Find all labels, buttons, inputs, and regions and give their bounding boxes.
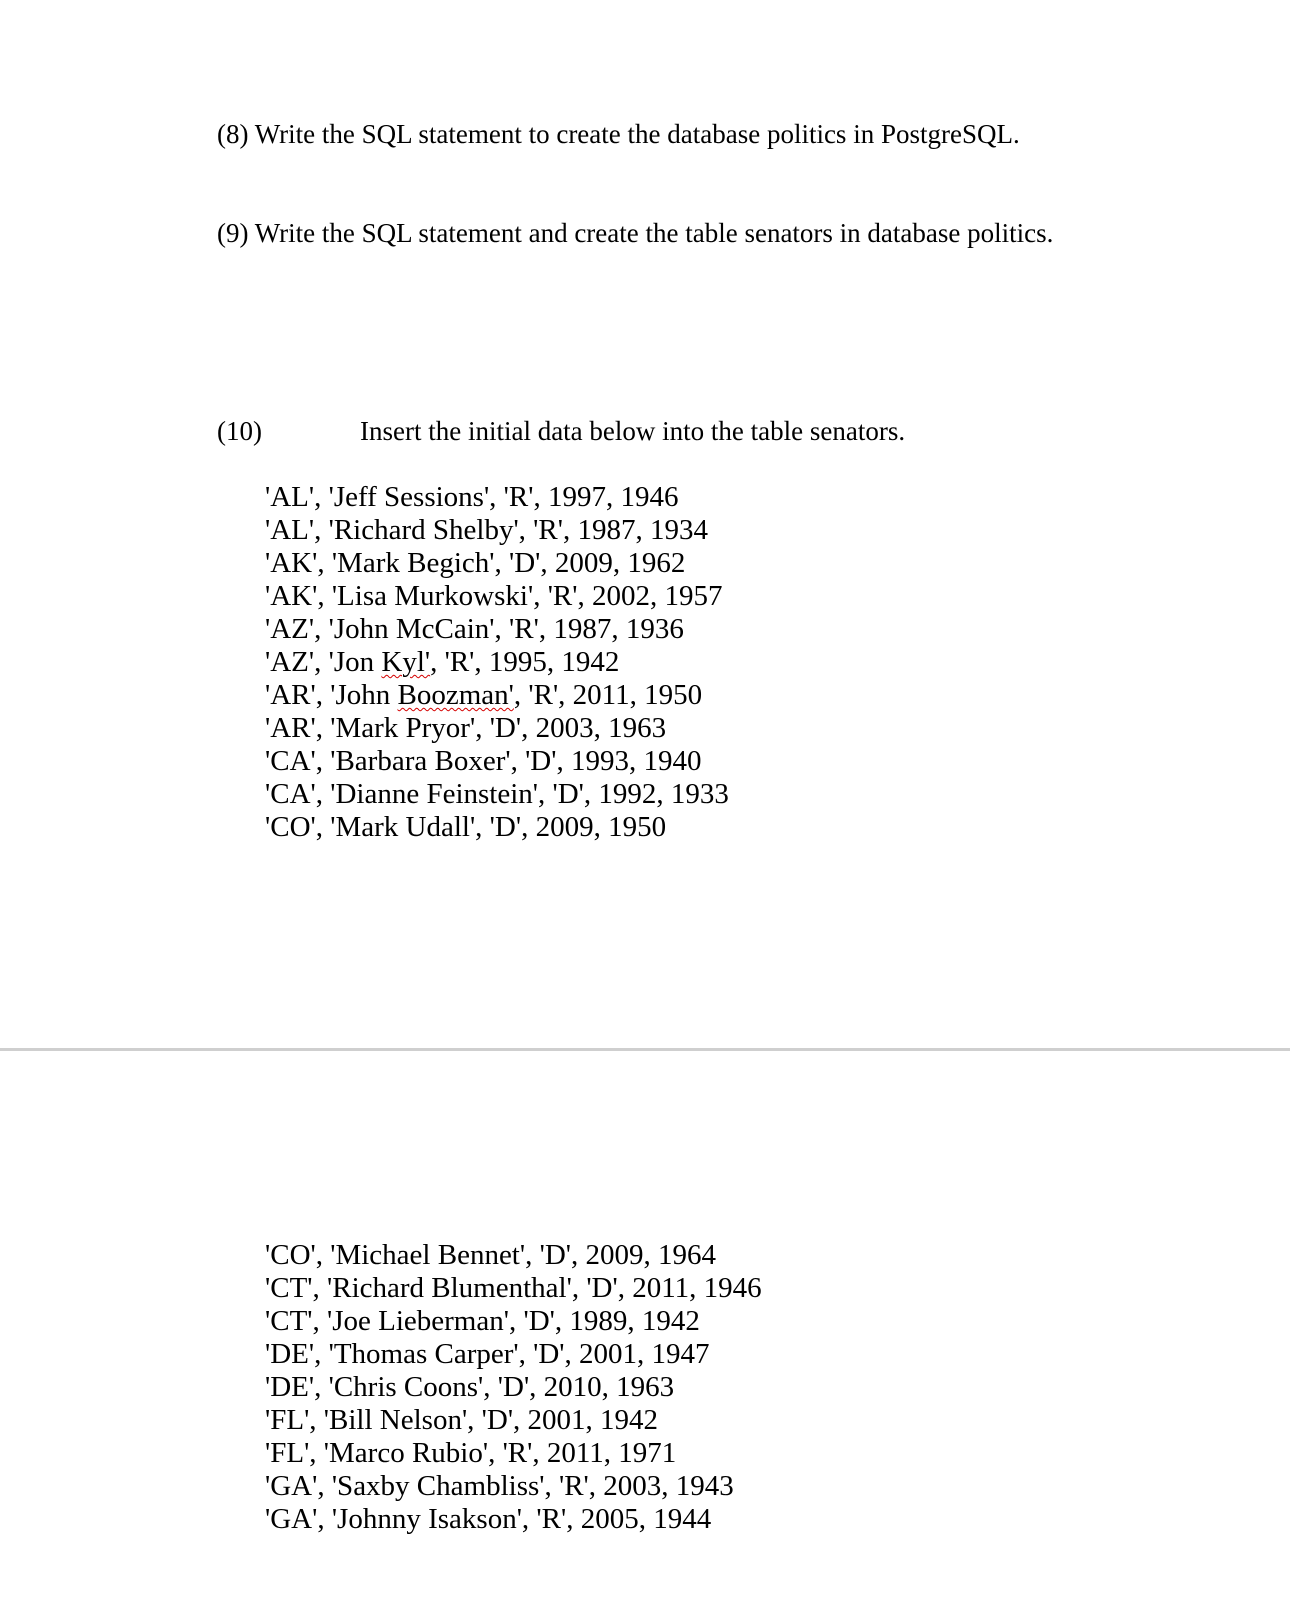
data-row: 'AR', 'John Boozman', 'R', 2011, 1950 xyxy=(265,679,703,711)
question-8: (8) Write the SQL statement to create the database politics in PostgreSQL. xyxy=(217,119,1020,149)
data-row: 'FL', 'Marco Rubio', 'R', 2011, 1971 xyxy=(265,1437,677,1469)
data-row: 'DE', 'Thomas Carper', 'D', 2001, 1947 xyxy=(265,1338,710,1370)
data-row: 'CT', 'Joe Lieberman', 'D', 1989, 1942 xyxy=(265,1305,700,1337)
data-row: 'AK', 'Lisa Murkowski', 'R', 2002, 1957 xyxy=(265,580,723,612)
data-row: 'CO', 'Michael Bennet', 'D', 2009, 1964 xyxy=(265,1239,716,1271)
data-row: 'CA', 'Barbara Boxer', 'D', 1993, 1940 xyxy=(265,745,702,777)
data-row: 'CA', 'Dianne Feinstein', 'D', 1992, 1933 xyxy=(265,778,729,810)
data-row: 'GA', 'Johnny Isakson', 'R', 2005, 1944 xyxy=(265,1503,712,1535)
question-9: (9) Write the SQL statement and create the table senators in database politics. xyxy=(217,218,1054,248)
data-row: 'CT', 'Richard Blumenthal', 'D', 2011, 1946 xyxy=(265,1272,762,1304)
data-row: 'AZ', 'John McCain', 'R', 1987, 1936 xyxy=(265,613,684,645)
data-row: 'DE', 'Chris Coons', 'D', 2010, 1963 xyxy=(265,1371,675,1403)
spellcheck-flagged-word: Kyl' xyxy=(381,646,431,678)
data-row: 'AL', 'Richard Shelby', 'R', 1987, 1934 xyxy=(265,514,708,546)
data-row: 'AK', 'Mark Begich', 'D', 2009, 1962 xyxy=(265,547,686,579)
data-row: 'FL', 'Bill Nelson', 'D', 2001, 1942 xyxy=(265,1404,659,1436)
question-10-number: (10) xyxy=(217,416,262,446)
data-row: 'CO', 'Mark Udall', 'D', 2009, 1950 xyxy=(265,811,667,843)
data-row: 'GA', 'Saxby Chambliss', 'R', 2003, 1943 xyxy=(265,1470,734,1502)
data-row: 'AR', 'Mark Pryor', 'D', 2003, 1963 xyxy=(265,712,667,744)
spellcheck-flagged-word: Boozman' xyxy=(397,679,514,711)
senator-data-list-page-1 xyxy=(265,481,729,844)
data-row: 'AZ', 'Jon Kyl', 'R', 1995, 1942 xyxy=(265,646,620,678)
senator-data-list-page-2 xyxy=(265,1239,762,1536)
question-10-text: Insert the initial data below into the table senators. xyxy=(360,416,906,446)
page-break-divider xyxy=(0,1048,1290,1051)
data-row: 'AL', 'Jeff Sessions', 'R', 1997, 1946 xyxy=(265,481,679,513)
